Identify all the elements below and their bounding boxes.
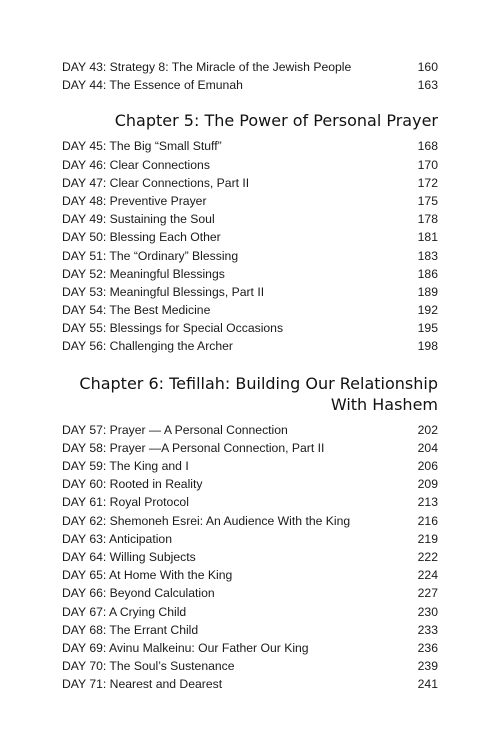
entry-title: DAY 68: The Errant Child	[62, 622, 199, 637]
entry-page: 163	[417, 78, 438, 93]
entry-title: DAY 65: At Home With the King	[62, 568, 233, 583]
entry-title: DAY 56: Challenging the Archer	[62, 339, 233, 354]
toc-entry	[62, 174, 438, 192]
entry-page: 224	[417, 568, 438, 583]
toc-entry	[62, 493, 438, 511]
entry-title: DAY 66: Beyond Calculation	[62, 586, 215, 601]
entry-page: 204	[417, 440, 438, 455]
entry-page: 219	[417, 531, 438, 546]
chapter-5-title: Chapter 5: The Power of Personal Prayer	[114, 111, 438, 131]
entry-page: 216	[417, 513, 438, 528]
entry-page: 192	[417, 303, 438, 318]
entry-page: 189	[417, 284, 438, 299]
entry-title: DAY 44: The Essence of Emunah	[62, 78, 243, 93]
toc-entry	[62, 337, 438, 355]
entry-title: DAY 46: Clear Connections	[62, 157, 210, 172]
entry-page: 160	[417, 60, 438, 74]
toc-entry	[62, 639, 438, 657]
entry-page: 227	[417, 586, 438, 601]
entry-page: 183	[417, 248, 438, 263]
entry-title: DAY 43: Strategy 8: The Miracle of the Jewish People	[62, 60, 352, 74]
entry-title: DAY 70: The Soul’s Sustenance	[62, 659, 235, 674]
entry-page: 178	[417, 212, 438, 227]
entry-page: 198	[417, 339, 438, 354]
entry-title: DAY 67: A Crying Child	[62, 604, 187, 619]
entry-page: 239	[417, 659, 438, 674]
entry-page: 186	[417, 266, 438, 281]
entry-page: 206	[417, 459, 438, 473]
entry-title: DAY 50: Blessing Each Other	[62, 230, 221, 245]
top-entries	[62, 58, 438, 94]
entry-title: DAY 45: The Big “Small Stuff”	[62, 139, 222, 154]
entry-title: DAY 64: Willing Subjects	[62, 549, 196, 564]
toc-entry	[62, 457, 438, 475]
toc-entry	[62, 530, 438, 548]
entry-title: DAY 59: The King and I	[62, 459, 189, 473]
toc-entry	[62, 265, 438, 283]
toc-entry	[62, 566, 438, 584]
entry-title: DAY 57: Prayer — A Personal Connection	[62, 422, 288, 437]
entry-title: DAY 54: The Best Medicine	[62, 303, 211, 318]
entry-page: 209	[417, 477, 438, 492]
toc-entry	[62, 76, 438, 94]
table-of-contents-page	[62, 58, 438, 693]
entry-title: DAY 63: Anticipation	[62, 531, 172, 546]
entry-page: 233	[417, 622, 438, 637]
entry-page: 241	[417, 677, 438, 692]
entry-page: 213	[417, 495, 438, 510]
chapter-6-title-line-1: Chapter 6: Tefillah: Building Our Relationship	[79, 373, 438, 393]
entry-title: DAY 52: Meaningful Blessings	[62, 266, 225, 281]
entry-title: DAY 62: Shemoneh Esrei: An Audience With the King	[62, 513, 351, 528]
chapter-6-title-line-2: With Hashem	[330, 394, 438, 414]
entry-page: 172	[417, 175, 438, 190]
entry-title: DAY 47: Clear Connections, Part II	[62, 175, 250, 190]
chapter-5-entries	[62, 137, 438, 355]
chapter-5-heading	[62, 110, 438, 131]
entry-title: DAY 71: Nearest and Dearest	[62, 677, 223, 692]
toc-entry	[62, 192, 438, 210]
entry-page: 168	[417, 139, 438, 154]
toc-entry	[62, 247, 438, 265]
toc-entry	[62, 421, 438, 439]
entry-page: 202	[417, 422, 438, 437]
toc-entry	[62, 675, 438, 693]
entry-page: 181	[417, 230, 438, 245]
toc-entry	[62, 603, 438, 621]
entry-title: DAY 60: Rooted in Reality	[62, 477, 203, 492]
entry-title: DAY 55: Blessings for Special Occasions	[62, 321, 284, 336]
toc-entry	[62, 584, 438, 602]
entry-page: 170	[417, 157, 438, 172]
chapter-6-entries	[62, 421, 438, 694]
entry-title: DAY 51: The “Ordinary” Blessing	[62, 248, 239, 263]
toc-entry	[62, 548, 438, 566]
toc-entry	[62, 657, 438, 675]
chapter-6-heading	[62, 373, 438, 415]
entry-title: DAY 61: Royal Protocol	[62, 495, 189, 510]
toc-entry	[62, 283, 438, 301]
entry-title: DAY 53: Meaningful Blessings, Part II	[62, 284, 265, 299]
toc-entry	[62, 137, 438, 155]
entry-page: 222	[417, 549, 438, 564]
toc-entry	[62, 439, 438, 457]
toc-entry	[62, 319, 438, 337]
toc-entry	[62, 228, 438, 246]
entry-page: 175	[417, 193, 438, 208]
entry-page: 195	[417, 321, 438, 336]
toc-entry	[62, 475, 438, 493]
entry-page: 236	[417, 640, 438, 655]
toc-entry	[62, 210, 438, 228]
entry-title: DAY 58: Prayer —A Personal Connection, Part II	[62, 440, 325, 455]
entry-title: DAY 49: Sustaining the Soul	[62, 212, 215, 227]
toc-entry	[62, 621, 438, 639]
toc-entry	[62, 512, 438, 530]
toc-entry	[62, 58, 438, 76]
toc-entry	[62, 156, 438, 174]
toc-entry	[62, 301, 438, 319]
entry-title: DAY 48: Preventive Prayer	[62, 193, 207, 208]
entry-page: 230	[417, 604, 438, 619]
entry-title: DAY 69: Avinu Malkeinu: Our Father Our King	[62, 640, 309, 655]
